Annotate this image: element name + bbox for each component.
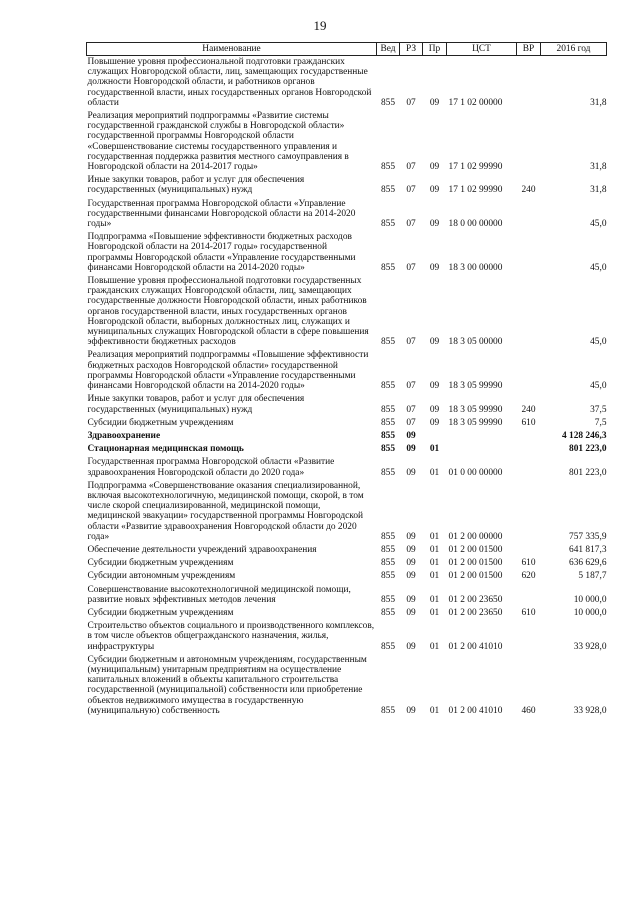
cell-ved: 855 <box>380 594 396 605</box>
cell-rz: 07 <box>406 185 416 196</box>
cell-vr <box>517 544 541 557</box>
cell-name: Повышение уровня профессиональной подготовки гражданских служащих Новгородской области, лиц, замещающих государственные должности Новгородской области, и работников органов государственной власти, иных государственных органов Новгородской области <box>87 57 372 108</box>
page-number: 19 <box>313 18 327 33</box>
header-cst: ЦСТ <box>447 43 517 56</box>
budget-table <box>86 42 607 718</box>
cell-pr: 01 <box>429 467 440 478</box>
cell-amount: 10 000,0 <box>573 594 607 605</box>
cell-pr: 01 <box>429 444 440 455</box>
table-body <box>87 56 607 718</box>
cell-vr: 240 <box>521 404 536 415</box>
cell-name: Стационарная медицинская помощь <box>87 444 244 455</box>
cell-pr: 01 <box>429 544 440 555</box>
cell-rz: 09 <box>406 430 416 441</box>
header-ved: Вед <box>377 43 400 56</box>
cell-amount: 7,5 <box>594 417 607 428</box>
cell-vr: 240 <box>521 185 536 196</box>
table-row <box>87 570 607 583</box>
cell-amount: 641 817,3 <box>569 544 607 555</box>
cell-name: Государственная программа Новгородской области «Развитие здравоохранения Новгородской области до 2020 года» <box>87 457 335 478</box>
table-row <box>87 417 607 430</box>
cell-rz: 09 <box>406 705 416 716</box>
cell-vr <box>517 456 541 479</box>
table-row <box>87 584 607 607</box>
cell-ved: 855 <box>380 467 396 478</box>
cell-ved: 855 <box>380 185 396 196</box>
cell-amount: 31,8 <box>590 162 607 173</box>
cell-vr <box>517 443 541 456</box>
cell-name: Иные закупки товаров, работ и услуг для обеспечения государственных (муниципальных) нужд <box>87 394 305 415</box>
cell-cst: 01 2 00 41010 <box>448 705 503 716</box>
cell-cst: 18 3 05 99990 <box>448 404 503 415</box>
cell-ved: 855 <box>380 531 396 542</box>
header-vr: ВР <box>517 43 541 56</box>
cell-vr: 460 <box>521 705 536 716</box>
cell-name: Строительство объектов социального и производственного комплексов, в том числе объектов общегражданского назначения, жилья, инфраструктуры <box>87 621 375 652</box>
cell-amount: 37,5 <box>590 404 607 415</box>
cell-vr <box>517 231 541 275</box>
table-header-row <box>87 43 607 56</box>
table-row <box>87 275 607 349</box>
cell-amount: 45,0 <box>590 337 607 348</box>
cell-pr: 09 <box>429 262 440 273</box>
cell-pr: 09 <box>429 417 440 428</box>
header-rz: РЗ <box>400 43 423 56</box>
cell-name: Субсидии автономным учреждениям <box>87 571 236 582</box>
cell-rz: 09 <box>406 544 416 555</box>
cell-amount: 801 223,0 <box>569 467 607 478</box>
cell-name: Реализация мероприятий подпрограммы «Повышение эффективности бюджетных расходов Новгородской области» государственной программы Новгородской области «Управление государственными финансами Новгородской области на 2014-2020 годы» <box>87 350 369 392</box>
table-row <box>87 110 607 174</box>
table-row <box>87 620 607 654</box>
cell-cst: 17 1 02 00000 <box>448 97 503 108</box>
cell-cst: 18 3 00 00000 <box>448 262 503 273</box>
cell-ved: 855 <box>380 641 396 652</box>
cell-pr: 09 <box>429 381 440 392</box>
cell-pr: 09 <box>429 219 440 230</box>
cell-rz: 07 <box>406 97 416 108</box>
cell-ved: 855 <box>380 430 396 441</box>
cell-name: Реализация мероприятий подпрограммы «Развитие системы государственной гражданской службы в Новгородской области» государственной программы Новгородской области «Совершенствование системы государственного управления и государственная поддержка развития местного самоуправления в Новгородской области на 2014-2017 годы» <box>87 111 349 173</box>
cell-amount: 10 000,0 <box>573 607 607 618</box>
cell-name: Государственная программа Новгородской области «Управление государственными финансами Новгородской области на 2014-2020 годы» <box>87 198 356 230</box>
cell-ved: 855 <box>380 558 396 569</box>
cell-amount: 4 128 246,3 <box>561 430 607 441</box>
table-row <box>87 544 607 557</box>
cell-rz: 07 <box>406 404 416 415</box>
cell-cst: 01 2 00 23650 <box>448 607 503 618</box>
cell-pr: 01 <box>429 571 440 582</box>
cell-rz: 07 <box>406 381 416 392</box>
cell-amount: 5 187,7 <box>578 571 607 582</box>
table-row <box>87 174 607 197</box>
cell-vr <box>517 110 541 174</box>
cell-cst: 01 2 00 00000 <box>448 531 503 542</box>
table-row <box>87 654 607 718</box>
cell-rz: 09 <box>406 607 416 618</box>
cell-ved: 855 <box>380 219 396 230</box>
cell-name: Субсидии бюджетным учреждениям <box>87 607 234 618</box>
cell-amount: 801 223,0 <box>569 444 607 455</box>
cell-pr: 09 <box>429 404 440 415</box>
cell-name: Субсидии бюджетным и автономным учреждениям, государственным (муниципальным) унитарным предприятиям на осуществление капитальных вложений в объекты капитального строительства государственной (муниципальной) собственности или приобретение объектов недвижимого имущества в государственную (муниципальную) собственность <box>87 654 367 716</box>
cell-amount: 636 629,6 <box>569 558 607 569</box>
cell-name: Обеспечение деятельности учреждений здравоохранения <box>87 544 317 555</box>
cell-amount: 33 928,0 <box>573 705 607 716</box>
cell-cst: 01 2 00 01500 <box>448 544 503 555</box>
cell-ved: 855 <box>380 97 396 108</box>
cell-ved: 855 <box>380 444 396 455</box>
cell-ved: 855 <box>380 571 396 582</box>
cell-vr <box>517 620 541 654</box>
cell-ved: 855 <box>380 705 396 716</box>
cell-rz: 07 <box>406 337 416 348</box>
cell-vr <box>517 56 541 111</box>
cell-cst: 18 0 00 00000 <box>448 219 503 230</box>
table-row <box>87 198 607 232</box>
cell-amount: 45,0 <box>590 381 607 392</box>
cell-rz: 07 <box>406 219 416 230</box>
header-name: Наименование <box>87 43 377 56</box>
cell-pr <box>423 430 447 443</box>
cell-name: Субсидии бюджетным учреждениям <box>87 417 234 428</box>
cell-ved: 855 <box>380 337 396 348</box>
cell-cst: 01 2 00 01500 <box>448 558 503 569</box>
cell-pr: 01 <box>429 594 440 605</box>
cell-pr: 01 <box>429 607 440 618</box>
cell-vr <box>517 430 541 443</box>
cell-pr: 09 <box>429 97 440 108</box>
table-row <box>87 456 607 479</box>
cell-pr: 09 <box>429 185 440 196</box>
cell-cst: 18 3 05 99990 <box>448 417 503 428</box>
cell-rz: 09 <box>406 594 416 605</box>
cell-cst: 17 1 02 99990 <box>448 162 503 173</box>
table-row <box>87 443 607 456</box>
cell-rz: 07 <box>406 417 416 428</box>
cell-name: Субсидии бюджетным учреждениям <box>87 558 234 569</box>
table-row <box>87 349 607 393</box>
cell-vr <box>517 275 541 349</box>
cell-rz: 07 <box>406 262 416 273</box>
cell-name: Подпрограмма «Совершенствование оказания специализированной, включая высокотехнологичную, медицинской помощи, скорой, в том числе скорой специализированной, медицинской помощи, медицинской эвакуации» государственной программы Новгородской области «Развитие здравоохранения Новгородской области до 2020 года» <box>87 480 364 542</box>
cell-ved: 855 <box>380 381 396 392</box>
table-row <box>87 607 607 620</box>
table-row <box>87 480 607 544</box>
cell-vr <box>517 198 541 232</box>
cell-ved: 855 <box>380 404 396 415</box>
cell-name: Подпрограмма «Повышение эффективности бюджетных расходов Новгородской области на 2014-2017 годы» государственной программы Новгородской области «Управление государственными финансами Новгородской области на 2014-2020 годы» <box>87 232 356 273</box>
cell-amount: 33 928,0 <box>573 641 607 652</box>
cell-cst: 18 3 05 99990 <box>448 381 503 392</box>
cell-name: Здравоохранение <box>87 430 161 441</box>
cell-rz: 09 <box>406 641 416 652</box>
cell-vr <box>517 584 541 607</box>
table-row <box>87 430 607 443</box>
cell-cst: 17 1 02 99990 <box>448 185 503 196</box>
table-row <box>87 393 607 416</box>
cell-amount: 45,0 <box>590 262 607 273</box>
cell-rz: 09 <box>406 558 416 569</box>
cell-rz: 09 <box>406 444 416 455</box>
cell-pr: 09 <box>429 337 440 348</box>
cell-vr <box>517 349 541 393</box>
cell-ved: 855 <box>380 162 396 173</box>
cell-cst: 18 3 05 00000 <box>448 337 503 348</box>
cell-ved: 855 <box>380 417 396 428</box>
cell-rz: 09 <box>406 531 416 542</box>
cell-cst <box>447 430 517 443</box>
cell-pr: 01 <box>429 641 440 652</box>
cell-vr: 610 <box>521 558 536 569</box>
cell-pr: 01 <box>429 531 440 542</box>
cell-ved: 855 <box>380 544 396 555</box>
cell-cst: 01 2 00 23650 <box>448 594 503 605</box>
cell-cst: 01 2 00 01500 <box>448 571 503 582</box>
cell-amount: 31,8 <box>590 185 607 196</box>
header-pr: Пр <box>423 43 447 56</box>
header-year: 2016 год <box>541 43 607 56</box>
cell-name: Совершенствование высокотехнологичной медицинской помощи, развитие новых эффективных методов лечения <box>87 584 351 605</box>
cell-cst: 01 2 00 41010 <box>448 641 503 652</box>
cell-pr: 09 <box>429 162 440 173</box>
cell-cst <box>447 443 517 456</box>
cell-rz: 09 <box>406 571 416 582</box>
cell-amount: 45,0 <box>590 219 607 230</box>
cell-ved: 855 <box>380 607 396 618</box>
cell-name: Повышение уровня профессиональной подготовки государственных гражданских служащих Новгородской области, лиц, замещающих государственные должности Новгородской области, иных работников органов государственной власти, иных государственных органов Новгородской области, выборных должностных лиц, служащих и муниципальных служащих Новгородской области в сфере повышения эффективности бюджетных расходов <box>87 276 369 348</box>
cell-amount: 757 335,9 <box>569 531 607 542</box>
table-row <box>87 557 607 570</box>
cell-pr: 01 <box>429 558 440 569</box>
table-row <box>87 56 607 111</box>
cell-ved: 855 <box>380 262 396 273</box>
cell-vr <box>517 480 541 544</box>
table-row <box>87 231 607 275</box>
cell-vr: 620 <box>521 571 536 582</box>
cell-vr: 610 <box>521 607 536 618</box>
cell-cst: 01 0 00 00000 <box>448 467 503 478</box>
cell-vr: 610 <box>521 417 536 428</box>
cell-name: Иные закупки товаров, работ и услуг для обеспечения государственных (муниципальных) нужд <box>87 175 305 196</box>
cell-pr: 01 <box>429 705 440 716</box>
cell-rz: 09 <box>406 467 416 478</box>
cell-amount: 31,8 <box>590 97 607 108</box>
cell-rz: 07 <box>406 162 416 173</box>
